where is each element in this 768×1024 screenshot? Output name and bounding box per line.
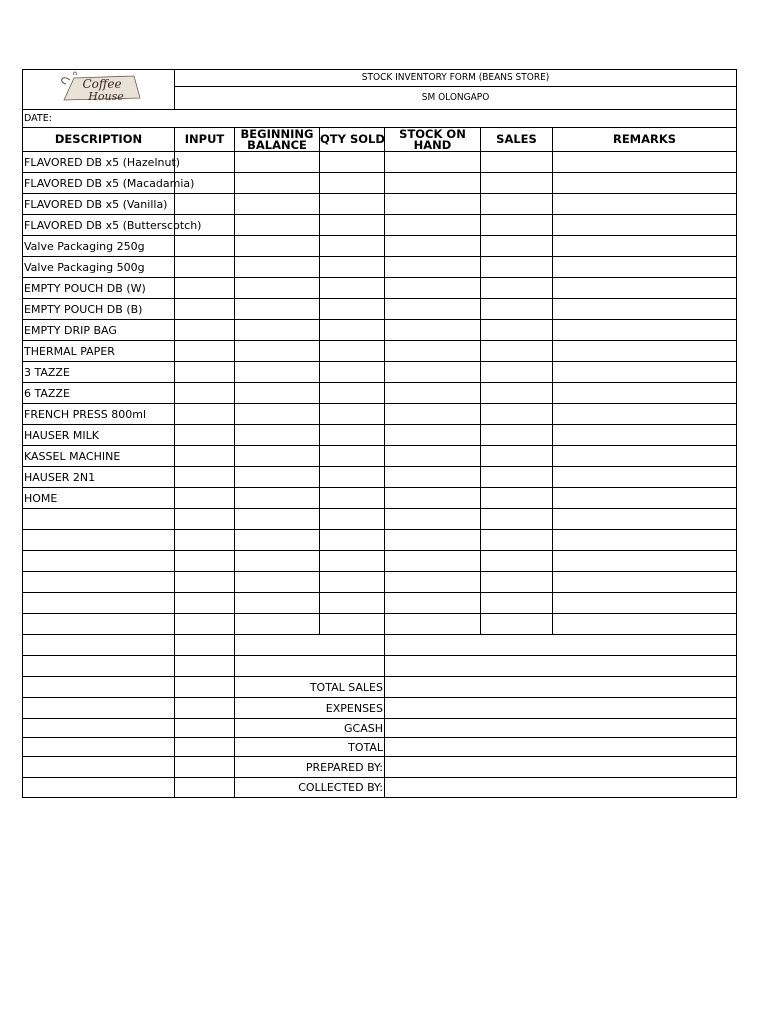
cell-beginning-balance[interactable]	[235, 173, 320, 194]
cell-input[interactable]	[175, 446, 235, 467]
cell-qty-sold[interactable]	[320, 341, 385, 362]
total-value[interactable]	[385, 738, 737, 757]
cell-beginning-balance[interactable]	[235, 236, 320, 257]
item-description	[23, 362, 175, 383]
cell-sales[interactable]	[481, 404, 553, 425]
table-row	[23, 152, 737, 173]
item-description-text: EMPTY DRIP BAG	[24, 323, 117, 337]
summary-row-expenses	[23, 698, 737, 719]
item-description-text: EMPTY POUCH DB (W)	[24, 281, 146, 295]
expenses-value[interactable]	[385, 698, 737, 719]
cell-remarks[interactable]	[553, 572, 737, 593]
table-row	[23, 236, 737, 257]
total-label: TOTAL	[235, 738, 385, 757]
table-row	[23, 404, 737, 425]
cell-stock-on-hand[interactable]	[385, 215, 481, 236]
cell-stock-on-hand[interactable]	[385, 152, 481, 173]
summary-row-gcash	[23, 719, 737, 738]
table-row	[23, 383, 737, 404]
cell-input[interactable]	[175, 320, 235, 341]
cell-qty-sold[interactable]	[320, 194, 385, 215]
cell-description[interactable]	[23, 698, 175, 719]
cell-stock-on-hand[interactable]	[385, 299, 481, 320]
item-description	[23, 446, 175, 467]
date-field[interactable]	[23, 110, 737, 128]
table-row	[23, 341, 737, 362]
table-row	[23, 425, 737, 446]
cell-sales[interactable]	[481, 593, 553, 614]
table-row	[23, 257, 737, 278]
cell-merged-right[interactable]	[385, 656, 737, 677]
table-row	[23, 551, 737, 572]
cell-qty-sold[interactable]	[320, 320, 385, 341]
cell-beginning-balance[interactable]	[235, 593, 320, 614]
cell-remarks[interactable]	[553, 320, 737, 341]
cell-merged-right[interactable]	[385, 635, 737, 656]
cell-merged-left[interactable]	[235, 635, 385, 656]
cell-sales[interactable]	[481, 152, 553, 173]
table-row	[23, 488, 737, 509]
cell-stock-on-hand[interactable]	[385, 551, 481, 572]
cell-input[interactable]	[175, 757, 235, 778]
cell-beginning-balance[interactable]	[235, 530, 320, 551]
cell-beginning-balance[interactable]	[235, 572, 320, 593]
item-description-text: KASSEL MACHINE	[24, 449, 121, 463]
item-description	[23, 257, 175, 278]
table-row	[23, 467, 737, 488]
cell-qty-sold[interactable]	[320, 593, 385, 614]
cell-remarks[interactable]	[553, 215, 737, 236]
expenses-label: EXPENSES	[235, 698, 385, 719]
cell-qty-sold[interactable]	[320, 152, 385, 173]
table-row	[23, 446, 737, 467]
cell-stock-on-hand[interactable]	[385, 278, 481, 299]
item-description-text: HAUSER 2N1	[24, 470, 96, 484]
logo-text-top: Coffee	[81, 77, 122, 91]
cell-stock-on-hand[interactable]	[385, 362, 481, 383]
cell-stock-on-hand[interactable]	[385, 341, 481, 362]
cell-input[interactable]	[175, 236, 235, 257]
cell-sales[interactable]	[481, 215, 553, 236]
cell-qty-sold[interactable]	[320, 614, 385, 635]
cell-input[interactable]	[175, 614, 235, 635]
cell-sales[interactable]	[481, 572, 553, 593]
cell-stock-on-hand[interactable]	[385, 383, 481, 404]
cell-remarks[interactable]	[553, 341, 737, 362]
item-description-text: FLAVORED DB x5 (Vanilla)	[24, 197, 168, 211]
cell-sales[interactable]	[481, 488, 553, 509]
cell-input[interactable]	[175, 425, 235, 446]
item-description	[23, 320, 175, 341]
cell-beginning-balance[interactable]	[235, 299, 320, 320]
col-sales: SALES	[481, 128, 553, 152]
item-description-text: FLAVORED DB x5 (Butterscotch)	[24, 218, 202, 232]
cell-beginning-balance[interactable]	[235, 383, 320, 404]
cell-remarks[interactable]	[553, 593, 737, 614]
summary-row-total-sales	[23, 677, 737, 698]
cell-sales[interactable]	[481, 614, 553, 635]
cell-qty-sold[interactable]	[320, 530, 385, 551]
cell-input[interactable]	[175, 738, 235, 757]
cell-stock-on-hand[interactable]	[385, 425, 481, 446]
cell-remarks[interactable]	[553, 509, 737, 530]
cell-remarks[interactable]	[553, 446, 737, 467]
cell-sales[interactable]	[481, 299, 553, 320]
cell-beginning-balance[interactable]	[235, 278, 320, 299]
cell-input[interactable]	[175, 467, 235, 488]
table-row	[23, 572, 737, 593]
cell-qty-sold[interactable]	[320, 236, 385, 257]
prepared-by-label: PREPARED BY:	[235, 757, 385, 778]
cell-qty-sold[interactable]	[320, 173, 385, 194]
cell-qty-sold[interactable]	[320, 215, 385, 236]
cell-stock-on-hand[interactable]	[385, 530, 481, 551]
cell-stock-on-hand[interactable]	[385, 173, 481, 194]
item-description	[23, 530, 175, 551]
col-remarks: REMARKS	[553, 128, 737, 152]
col-stock-on-hand: STOCK ON HAND	[385, 128, 481, 152]
cell-qty-sold[interactable]	[320, 383, 385, 404]
cell-sales[interactable]	[481, 383, 553, 404]
cell-beginning-balance[interactable]	[235, 509, 320, 530]
form-title: STOCK INVENTORY FORM (BEANS STORE)	[175, 70, 737, 87]
item-description-text: FLAVORED DB x5 (Hazelnut)	[24, 155, 181, 169]
cell-stock-on-hand[interactable]	[385, 509, 481, 530]
cell-remarks[interactable]	[553, 488, 737, 509]
col-input: INPUT	[175, 128, 235, 152]
summary-row-collected-by	[23, 778, 737, 798]
cell-input[interactable]	[175, 530, 235, 551]
cell-description[interactable]	[23, 635, 175, 656]
cell-stock-on-hand[interactable]	[385, 194, 481, 215]
cell-beginning-balance[interactable]	[235, 257, 320, 278]
cell-input[interactable]	[175, 509, 235, 530]
cell-stock-on-hand[interactable]	[385, 467, 481, 488]
cell-qty-sold[interactable]	[320, 551, 385, 572]
table-row	[23, 278, 737, 299]
cell-remarks[interactable]	[553, 152, 737, 173]
cell-beginning-balance[interactable]	[235, 446, 320, 467]
item-description	[23, 551, 175, 572]
cell-stock-on-hand[interactable]	[385, 257, 481, 278]
cell-beginning-balance[interactable]	[235, 152, 320, 173]
item-description	[23, 341, 175, 362]
cell-remarks[interactable]	[553, 383, 737, 404]
cell-beginning-balance[interactable]	[235, 425, 320, 446]
cell-sales[interactable]	[481, 236, 553, 257]
table-row	[23, 194, 737, 215]
cell-remarks[interactable]	[553, 299, 737, 320]
cell-description[interactable]	[23, 757, 175, 778]
cell-remarks[interactable]	[553, 173, 737, 194]
table-row	[23, 299, 737, 320]
col-qty-sold: QTY SOLD	[320, 128, 385, 152]
item-description	[23, 299, 175, 320]
cell-qty-sold[interactable]	[320, 572, 385, 593]
gcash-value[interactable]	[385, 719, 737, 738]
cell-qty-sold[interactable]	[320, 446, 385, 467]
cell-input[interactable]	[175, 677, 235, 698]
item-description-text: 3 TAZZE	[24, 365, 70, 379]
cell-beginning-balance[interactable]	[235, 551, 320, 572]
cell-input[interactable]	[175, 656, 235, 677]
cell-sales[interactable]	[481, 509, 553, 530]
item-description	[23, 194, 175, 215]
cell-beginning-balance[interactable]	[235, 194, 320, 215]
cell-stock-on-hand[interactable]	[385, 236, 481, 257]
item-description-text: 6 TAZZE	[24, 386, 70, 400]
collected-by-value[interactable]	[385, 778, 737, 798]
cell-input[interactable]	[175, 698, 235, 719]
item-description	[23, 404, 175, 425]
cell-sales[interactable]	[481, 320, 553, 341]
cell-beginning-balance[interactable]	[235, 467, 320, 488]
cell-beginning-balance[interactable]	[235, 320, 320, 341]
cell-stock-on-hand[interactable]	[385, 614, 481, 635]
gcash-label: GCASH	[235, 719, 385, 738]
cell-beginning-balance[interactable]	[235, 404, 320, 425]
item-description	[23, 173, 195, 194]
table-row	[23, 509, 737, 530]
cell-sales[interactable]	[481, 194, 553, 215]
table-row	[23, 215, 737, 236]
column-header-row	[23, 128, 737, 152]
cell-remarks[interactable]	[553, 614, 737, 635]
cell-remarks[interactable]	[553, 278, 737, 299]
item-description	[23, 488, 175, 509]
cell-input[interactable]	[175, 593, 235, 614]
table-row	[23, 362, 737, 383]
blank-row	[23, 656, 737, 677]
cell-sales[interactable]	[481, 257, 553, 278]
cell-input[interactable]	[175, 778, 235, 798]
cell-sales[interactable]	[481, 278, 553, 299]
item-description-text: THERMAL PAPER	[24, 344, 115, 358]
cell-qty-sold[interactable]	[320, 404, 385, 425]
branch-name: SM OLONGAPO	[175, 86, 737, 109]
col-beginning-balance: BEGINNING BALANCE	[235, 128, 320, 152]
inventory-sheet	[22, 69, 736, 798]
cell-sales[interactable]	[481, 425, 553, 446]
cell-qty-sold[interactable]	[320, 488, 385, 509]
item-description	[23, 152, 181, 173]
cell-remarks[interactable]	[553, 425, 737, 446]
cell-remarks[interactable]	[553, 530, 737, 551]
cell-qty-sold[interactable]	[320, 278, 385, 299]
item-description-text: HOME	[24, 491, 58, 505]
item-description-text: Valve Packaging 500g	[24, 260, 145, 274]
cell-qty-sold[interactable]	[320, 362, 385, 383]
cell-remarks[interactable]	[553, 551, 737, 572]
cell-qty-sold[interactable]	[320, 509, 385, 530]
item-description	[23, 509, 175, 530]
cell-merged-left[interactable]	[235, 656, 385, 677]
cell-beginning-balance[interactable]	[235, 341, 320, 362]
cell-input[interactable]	[175, 194, 235, 215]
item-description	[23, 425, 175, 446]
cell-description[interactable]	[23, 719, 175, 738]
item-description	[23, 593, 175, 614]
item-description-text: Valve Packaging 250g	[24, 239, 145, 253]
cell-sales[interactable]	[481, 551, 553, 572]
item-description	[23, 236, 175, 257]
total-sales-label: TOTAL SALES	[235, 677, 385, 698]
cell-stock-on-hand[interactable]	[385, 446, 481, 467]
item-description-text: EMPTY POUCH DB (B)	[24, 302, 143, 316]
table-row	[23, 614, 737, 635]
cell-sales[interactable]	[481, 173, 553, 194]
logo-cell	[23, 70, 175, 110]
cell-description[interactable]	[23, 656, 175, 677]
prepared-by-value[interactable]	[385, 757, 737, 778]
cell-description[interactable]	[23, 778, 175, 798]
cell-input[interactable]	[175, 341, 235, 362]
item-description	[23, 572, 175, 593]
cell-input[interactable]	[175, 152, 235, 173]
cell-input[interactable]	[175, 719, 235, 738]
cell-remarks[interactable]	[553, 404, 737, 425]
cell-stock-on-hand[interactable]	[385, 488, 481, 509]
cell-sales[interactable]	[481, 467, 553, 488]
item-description	[23, 278, 175, 299]
cell-input[interactable]	[175, 635, 235, 656]
table-row	[23, 320, 737, 341]
cell-description[interactable]	[23, 738, 175, 757]
cell-input[interactable]	[175, 299, 235, 320]
item-description	[23, 383, 175, 404]
cell-beginning-balance[interactable]	[235, 488, 320, 509]
cell-sales[interactable]	[481, 446, 553, 467]
cell-stock-on-hand[interactable]	[385, 320, 481, 341]
item-description-text: HAUSER MILK	[24, 428, 99, 442]
cell-qty-sold[interactable]	[320, 257, 385, 278]
item-description-text: FLAVORED DB x5 (Macadamia)	[24, 176, 195, 190]
cell-sales[interactable]	[481, 341, 553, 362]
item-description	[23, 215, 202, 236]
cell-stock-on-hand[interactable]	[385, 593, 481, 614]
summary-row-prepared-by	[23, 757, 737, 778]
table-row	[23, 593, 737, 614]
cell-beginning-balance[interactable]	[235, 215, 320, 236]
table-row	[23, 173, 737, 194]
cell-remarks[interactable]	[553, 257, 737, 278]
item-description-text: FRENCH PRESS 800ml	[24, 407, 147, 421]
cell-description[interactable]	[23, 677, 175, 698]
inventory-table	[22, 69, 737, 798]
cell-qty-sold[interactable]	[320, 299, 385, 320]
cell-qty-sold[interactable]	[320, 425, 385, 446]
blank-row	[23, 635, 737, 656]
cell-input[interactable]	[175, 278, 235, 299]
cell-remarks[interactable]	[553, 194, 737, 215]
date-label: DATE:	[24, 113, 52, 124]
item-description	[23, 614, 175, 635]
cell-sales[interactable]	[481, 530, 553, 551]
item-description	[23, 467, 175, 488]
cell-remarks[interactable]	[553, 236, 737, 257]
collected-by-label: COLLECTED BY:	[235, 778, 385, 798]
cell-stock-on-hand[interactable]	[385, 404, 481, 425]
cell-beginning-balance[interactable]	[235, 614, 320, 635]
cell-stock-on-hand[interactable]	[385, 572, 481, 593]
col-description: DESCRIPTION	[23, 128, 175, 152]
cell-qty-sold[interactable]	[320, 467, 385, 488]
total-sales-value[interactable]	[385, 677, 737, 698]
logo-text-bottom: House	[87, 90, 124, 103]
summary-row-total	[23, 738, 737, 757]
cell-input[interactable]	[175, 572, 235, 593]
cell-input[interactable]	[175, 383, 235, 404]
cell-beginning-balance[interactable]	[235, 362, 320, 383]
cell-remarks[interactable]	[553, 467, 737, 488]
coffee-house-logo	[54, 70, 144, 106]
cell-input[interactable]	[175, 362, 235, 383]
cell-input[interactable]	[175, 488, 235, 509]
cell-input[interactable]	[175, 404, 235, 425]
table-row	[23, 530, 737, 551]
cell-input[interactable]	[175, 551, 235, 572]
cell-remarks[interactable]	[553, 362, 737, 383]
cell-sales[interactable]	[481, 362, 553, 383]
cell-input[interactable]	[175, 257, 235, 278]
